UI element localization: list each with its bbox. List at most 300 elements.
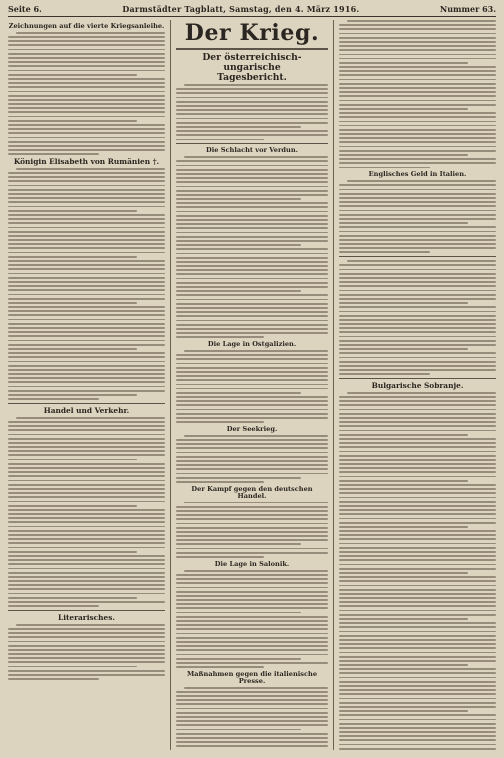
text-line [339,605,496,607]
text-line [339,451,496,453]
text-line [339,681,496,683]
text-line [176,198,301,200]
text-line [8,356,165,358]
text-line [339,100,496,102]
text-line [176,729,301,731]
text-line [176,181,328,183]
text-line [8,442,165,444]
text-line [339,748,496,750]
text-line [339,735,496,737]
divider [8,403,165,404]
text-line [339,83,496,85]
text-line [339,49,496,51]
text-line [8,214,165,216]
text-line [339,146,496,148]
text-line [339,197,496,199]
text-line [339,693,496,695]
text-line [339,243,496,245]
text-line [339,41,496,43]
headline-trade: Handel und Verkehr. [43,406,130,416]
text-line [176,510,328,512]
text-line [8,471,165,473]
text-line [8,398,99,400]
text-line [8,421,165,423]
text-line [8,559,165,561]
text-line [176,126,301,128]
text-line [176,741,328,743]
text-line [339,369,496,371]
text-line [339,455,496,457]
text-line [339,656,496,658]
text-line [8,369,165,371]
text-line [176,633,328,635]
text-line [339,327,496,329]
headline-sobranje: Bulgarische Sobranje. [371,381,464,391]
text-line [339,104,496,106]
text-line [176,384,328,386]
text-line [176,699,328,701]
text-line [339,141,496,143]
text-line [8,632,165,634]
article-trade [8,417,165,607]
text-line [8,314,165,316]
text-line [176,223,328,225]
text-line [347,392,496,394]
text-line [8,49,165,51]
text-line [176,332,328,334]
text-line [8,252,165,254]
text-line [8,323,165,325]
war-subtitle-1: Der österreichisch-ungarische [202,52,302,73]
text-line [176,273,328,275]
text-line [8,172,165,174]
text-line [176,637,328,639]
text-line [176,443,328,445]
headline-sea-war: Der Seekrieg. [226,424,278,433]
text-line [339,74,496,76]
text-line [339,568,496,570]
text-line [176,439,328,441]
text-line [176,396,328,398]
text-line [339,226,496,228]
text-line [339,150,496,152]
text-line [339,710,468,712]
text-line [176,413,328,415]
text-line [8,141,165,143]
text-line [8,206,165,208]
text-line [176,620,328,622]
text-line [8,547,165,549]
text-line [8,176,165,178]
text-line [339,622,496,624]
text-line [176,409,328,411]
text-line [339,543,496,545]
text-line [8,306,165,308]
text-line [339,184,496,186]
text-line [339,639,496,641]
text-line [176,307,328,309]
text-line [8,189,165,191]
text-line [8,285,165,287]
text-line [184,502,328,504]
text-line [8,294,165,296]
text-line [339,505,496,507]
text-line [176,253,328,255]
text-line [176,186,328,188]
text-line [339,509,496,511]
text-line [339,647,496,649]
text-line [176,527,328,529]
text-line [339,664,468,666]
text-line [8,53,165,55]
text-line [8,103,165,105]
text-line [176,328,328,330]
text-line [339,129,496,131]
text-line [339,331,496,333]
text-line [8,475,165,477]
text-line [8,542,165,544]
text-line [339,518,496,520]
text-line [176,708,328,710]
text-line [176,421,264,423]
text-line [176,745,328,747]
text-line [8,505,137,507]
text-line [8,235,165,237]
text-line [176,514,328,516]
divider [339,256,496,257]
text-line [176,278,328,280]
text-line [339,668,496,670]
article-italian-press [176,687,328,750]
text-line [339,37,496,39]
text-line [8,61,165,63]
text-line [339,277,496,279]
divider [339,378,496,379]
text-line [176,190,328,192]
text-line [339,471,496,473]
text-line [176,518,328,520]
text-line [339,91,496,93]
text-line [8,281,165,283]
text-line [339,719,496,721]
text-line [339,425,496,427]
text-line [339,522,496,524]
text-line [8,193,165,195]
text-line [339,492,496,494]
article-queen-elisabeth [8,168,165,400]
text-line [339,24,496,26]
text-line [176,392,301,394]
text-line [176,363,328,365]
text-line [176,177,328,179]
text-line [176,202,328,204]
article-sea-war [176,435,328,483]
text-line [8,454,165,456]
text-line [339,501,496,503]
text-line [8,180,165,182]
text-line [339,685,496,687]
text-line [8,601,165,603]
text-line [8,670,165,672]
text-line [339,95,496,97]
text-line [176,165,328,167]
text-line [339,417,496,419]
text-line [176,299,328,301]
text-line [176,206,328,208]
text-line [8,340,165,342]
text-line [176,269,328,271]
text-line [339,576,496,578]
text-line [8,120,137,122]
article-english-money [339,180,496,253]
text-line [8,649,165,651]
text-line [8,484,165,486]
text-line [8,319,165,321]
text-line [176,612,301,614]
text-line [339,361,496,363]
text-line [339,373,430,375]
text-line [339,618,468,620]
text-line [339,689,496,691]
text-line [8,645,165,647]
text-line [176,691,328,693]
text-line [339,476,496,478]
text-line [339,463,496,465]
text-line [176,456,328,458]
text-line [8,268,165,270]
text-line [176,641,328,643]
text-line [8,145,165,147]
text-line [8,124,165,126]
text-line [339,348,468,350]
text-line [339,352,496,354]
column-right [334,20,496,750]
text-line [339,513,496,515]
text-line [8,137,165,139]
text-line [16,417,165,419]
text-line [339,635,496,637]
text-line [176,324,328,326]
text-line [339,731,496,733]
text-line [339,125,496,127]
text-line [8,70,165,72]
text-line [176,666,264,668]
text-line [8,116,165,118]
text-line [176,645,328,647]
text-line [339,714,496,716]
text-line [339,121,496,123]
text-line [8,492,165,494]
text-line [176,130,328,132]
text-line [339,154,468,156]
text-line [339,404,496,406]
text-line [8,82,165,84]
article-galicia [176,350,328,423]
article-peace-criticism [339,260,496,375]
text-line [176,574,328,576]
text-line [8,563,165,565]
text-line [176,215,328,217]
text-line [8,381,165,383]
text-line [176,531,328,533]
text-line [176,265,328,267]
text-line [176,315,328,317]
text-line [8,386,165,388]
text-line [176,400,328,402]
text-line [176,552,328,554]
text-line [339,727,496,729]
text-line [8,666,137,668]
text-line [8,551,137,553]
headline-italian-press: Maßnahmen gegen die italienische Presse. [186,669,318,685]
text-line [339,205,496,207]
text-line [176,336,264,338]
text-line [176,628,328,630]
text-line [339,430,496,432]
text-line [339,547,496,549]
text-line [339,112,496,114]
article-war-loan [8,32,165,155]
text-line [176,477,301,479]
text-line [339,319,496,321]
text-line [184,687,328,689]
text-line [339,218,496,220]
text-line [8,91,165,93]
text-line [339,421,496,423]
text-line [339,70,496,72]
text-line [8,264,165,266]
text-line [8,86,165,88]
text-line [176,473,328,475]
text-line [176,582,328,584]
text-line [8,153,99,155]
text-line [184,570,328,572]
article-verdun [176,156,328,338]
text-line [176,139,264,141]
text-line [339,28,496,30]
text-line [339,555,496,557]
text-line [339,526,468,528]
text-line [8,446,165,448]
text-line [339,133,496,135]
text-line [347,20,496,22]
text-line [176,404,328,406]
page-label: Seite 6. [8,4,42,14]
text-line [8,74,137,76]
text-line [339,597,496,599]
text-line [176,624,328,626]
headline-salonika: Die Lage in Salonik. [214,559,290,568]
text-line [176,88,328,90]
headline-literature: Literarisches. [58,613,115,623]
text-line [339,137,496,139]
text-line [176,232,328,234]
text-line [176,367,328,369]
text-line [176,303,328,305]
article-literature [8,624,165,680]
article-german-trade [176,502,328,558]
text-line [176,662,328,664]
text-line [8,239,165,241]
text-line [8,576,165,578]
text-line [8,390,165,392]
text-line [339,365,496,367]
text-line [176,712,328,714]
text-line [176,543,301,545]
text-line [8,344,165,346]
text-line [339,702,496,704]
text-line [176,733,328,735]
text-line [8,513,165,515]
text-line [339,294,496,296]
text-line [8,65,165,67]
text-line [176,716,328,718]
text-line [8,373,165,375]
text-line [339,484,496,486]
text-line [176,695,328,697]
text-line [8,394,137,396]
text-line [8,335,165,337]
text-line [339,210,496,212]
newspaper-dateline: Darmstädter Tagblatt, Samstag, den 4. März 1916. [122,4,360,14]
text-line [8,227,165,229]
text-line [176,523,328,525]
text-line [339,413,496,415]
text-line [176,371,328,373]
text-line [176,724,328,726]
text-line [8,641,165,643]
text-line [8,277,165,279]
text-line [339,706,496,708]
text-line [8,298,165,300]
text-line [339,744,496,746]
text-line [339,538,496,540]
text-line [8,526,165,528]
text-line [339,54,496,56]
text-line [339,739,496,741]
text-line [176,134,328,136]
text-line [176,282,328,284]
text-line [339,530,496,532]
text-line [8,588,165,590]
text-line [8,467,165,469]
text-line [176,481,264,483]
text-line [339,251,430,253]
text-line [8,580,165,582]
text-line [176,460,328,462]
text-line [8,597,137,599]
text-line [8,661,165,663]
text-line [339,323,496,325]
column-left [8,20,171,750]
text-line [176,294,328,296]
text-line [339,467,496,469]
text-line [176,720,328,722]
text-line [176,257,328,259]
text-line [176,578,328,580]
text-line [176,320,328,322]
text-line [8,273,165,275]
text-line [176,92,328,94]
text-line [8,653,165,655]
text-line [8,243,165,245]
text-line [339,357,496,359]
text-line [347,260,496,262]
text-line [8,628,165,630]
text-line [176,649,328,651]
text-line [8,260,165,262]
text-line [176,447,328,449]
